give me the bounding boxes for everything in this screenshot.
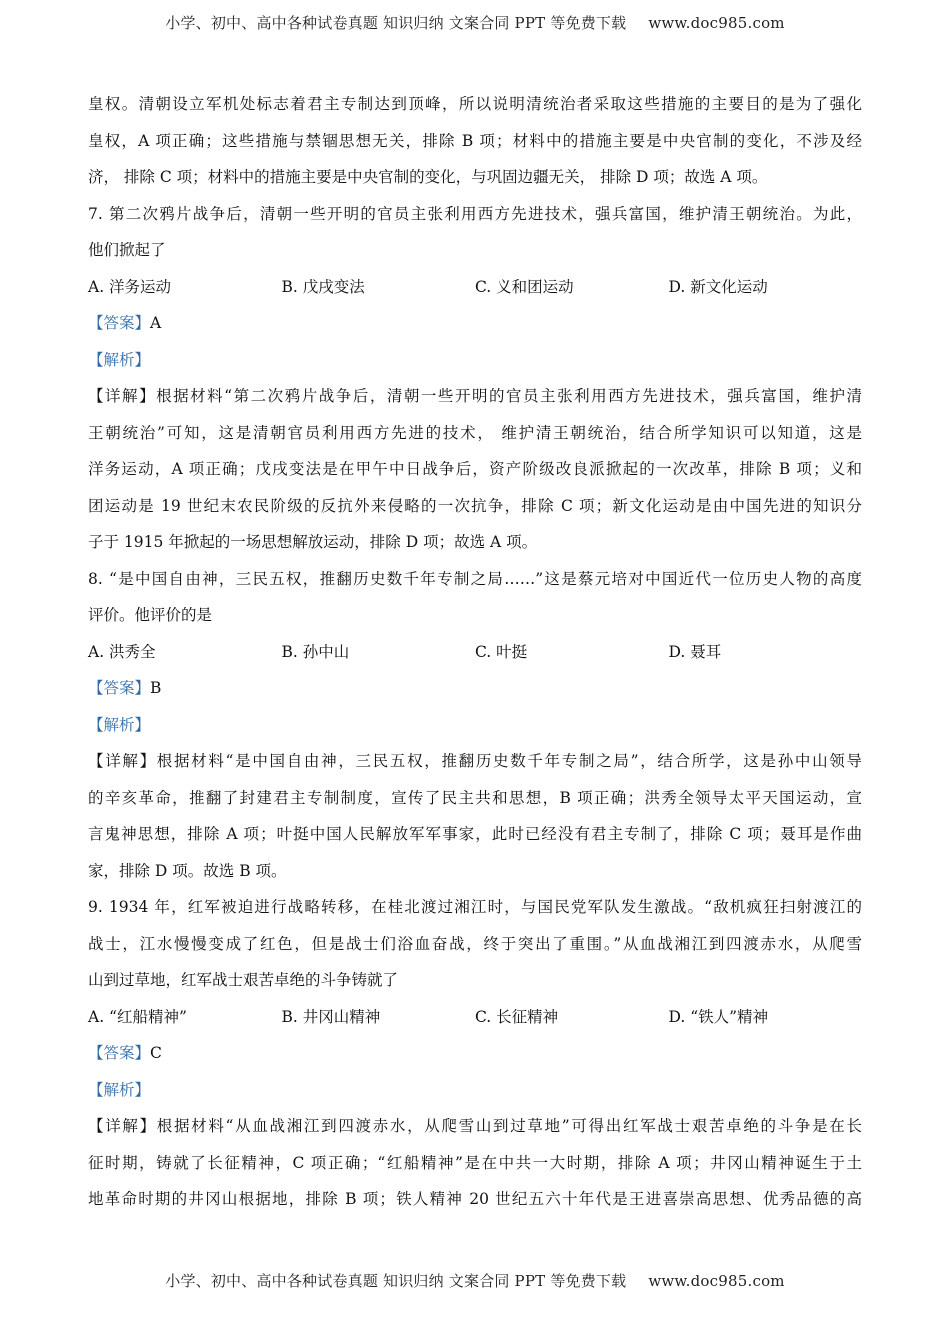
answer-value: B — [150, 679, 162, 697]
header-url[interactable]: www.doc985.com — [648, 14, 785, 32]
option-b: B. 井冈山精神 — [281, 1007, 381, 1026]
question-7-detail: 团运动是 19 世纪末农民阶级的反抗外来侵略的一次抗争，排除 C 项；新文化运动是由中国先进的知识分 — [88, 496, 862, 515]
footer-text: 小学、初中、高中各种试卷真题 知识归纳 文案合同 PPT 等免费下载 — [165, 1272, 627, 1290]
answer-label: 【答案】 — [88, 314, 151, 332]
option-b: B. 孙中山 — [281, 642, 350, 661]
analysis-label: 【解析】 — [88, 1080, 151, 1099]
question-7-detail — [88, 378, 862, 415]
page-footer — [0, 1270, 950, 1291]
intro-line: 皇权，A 项正确；这些措施与禁锢思想无关，排除 B 项；材料中的措施主要是中央官制的变化，不涉及经 — [88, 131, 862, 150]
question-7-answer — [88, 305, 862, 342]
detail-label: 【详解】 — [88, 1117, 157, 1135]
question-8-detail — [88, 743, 862, 780]
page-header — [0, 12, 950, 33]
question-7-detail: 洋务运动，A 项正确；戊戌变法是在甲午中日战争后，资产阶级改良派掀起的一次改革，排除 B 项；义和 — [88, 460, 862, 478]
question-8-detail: 言鬼神思想，排除 A 项；叶挺中国人民解放军军事家，此时已经没有君主专制了，排除 C 项；聂耳是作曲 — [88, 825, 862, 843]
question-9-stem: 山到过草地，红军战士艰苦卓绝的斗争铸就了 — [88, 971, 399, 989]
analysis-label: 【解析】 — [88, 715, 151, 734]
answer-label: 【答案】 — [88, 1044, 151, 1062]
option-a: A. 洪秀全 — [88, 642, 156, 661]
answer-label: 【答案】 — [88, 679, 151, 697]
question-7-options — [88, 269, 862, 306]
intro-line: 皇权。清朝设立军机处标志着君主专制达到顶峰，所以说明清统治者采取这些措施的主要目的是为了强化 — [88, 95, 862, 113]
question-9-stem: 9. 1934 年，红军被迫进行战略转移，在桂北渡过湘江时，与国民党军队发生激战。“敌机疯狂扫射渡江的 — [88, 898, 862, 916]
question-9-analysis — [88, 1072, 862, 1109]
detail-text: 根据材料“从血战湘江到四渡赤水，从爬雪山到过草地”可得出红军战士艰苦卓绝的斗争是在长 — [156, 1117, 862, 1135]
question-7-detail: 王朝统治”可知，这是清朝官员利用西方先进的技术， 维护清王朝统治，结合所学知识可以知道，这是 — [88, 423, 862, 442]
document-body — [88, 86, 862, 1218]
question-7-detail: 子于 1915 年掀起的一场思想解放运动，排除 D 项；故选 A 项。 — [88, 533, 538, 551]
detail-label: 【详解】 — [88, 387, 157, 405]
intro-line: 济， 排除 C 项；材料中的措施主要是中央官制的变化，与巩固边疆无关， 排除 D 项；故选 A 项。 — [88, 168, 768, 186]
question-7-stem: 他们掀起了 — [88, 241, 166, 259]
answer-value: C — [150, 1044, 162, 1062]
header-text: 小学、初中、高中各种试卷真题 知识归纳 文案合同 PPT 等免费下载 — [165, 14, 627, 32]
option-d: D. 新文化运动 — [668, 277, 768, 296]
footer-url[interactable]: www.doc985.com — [648, 1272, 785, 1290]
question-8-stem: 评价。他评价的是 — [88, 606, 213, 624]
question-8-detail: 的辛亥革命，推翻了封建君主专制制度，宣传了民主共和思想，B 项正确；洪秀全领导太平天国运动，宣 — [88, 788, 862, 807]
option-d: D. 聂耳 — [668, 642, 722, 661]
question-9-detail: 地革命时期的井冈山根据地，排除 B 项；铁人精神 20 世纪五六十年代是王进喜崇高思想、优秀品德的高 — [88, 1190, 862, 1208]
question-8-detail: 家，排除 D 项。故选 B 项。 — [88, 861, 287, 880]
question-9-options — [88, 999, 862, 1036]
detail-text: 根据材料“第二次鸦片战争后，清朝一些开明的官员主张利用西方先进技术，强兵富国，维护清 — [156, 387, 862, 405]
option-c: C. 义和团运动 — [475, 277, 574, 296]
question-9-answer — [88, 1035, 862, 1072]
option-a: A. “红船精神” — [88, 1007, 187, 1026]
answer-value: A — [150, 314, 162, 332]
option-c: C. 叶挺 — [475, 642, 528, 661]
option-d: D. “铁人”精神 — [668, 1007, 769, 1026]
analysis-label: 【解析】 — [88, 350, 151, 369]
question-8-stem: 8. “是中国自由神，三民五权，推翻历史数千年专制之局……”这是蔡元培对中国近代一位历史人物的高度 — [88, 569, 862, 588]
question-8-options — [88, 634, 862, 671]
question-9-stem: 战士，江水慢慢变成了红色，但是战士们浴血奋战，终于突出了重围。”从血战湘江到四渡赤水，从爬雪 — [88, 934, 862, 953]
question-7-analysis — [88, 342, 862, 379]
option-a: A. 洋务运动 — [88, 277, 172, 296]
question-9-detail — [88, 1108, 862, 1145]
question-7-stem: 7. 第二次鸦片战争后，清朝一些开明的官员主张利用西方先进技术，强兵富国，维护清王朝统治。为此， — [88, 204, 862, 223]
question-8-answer — [88, 670, 862, 707]
detail-text: 根据材料“是中国自由神，三民五权，推翻历史数千年专制之局”，结合所学，这是孙中山领导 — [156, 752, 862, 770]
question-9-detail: 征时期，铸就了长征精神，C 项正确；“红船精神”是在中共一大时期，排除 A 项；井冈山精神诞生于土 — [88, 1153, 862, 1172]
detail-label: 【详解】 — [88, 752, 157, 770]
option-b: B. 戊戌变法 — [281, 277, 365, 296]
option-c: C. 长征精神 — [475, 1007, 559, 1026]
question-8-analysis — [88, 707, 862, 744]
